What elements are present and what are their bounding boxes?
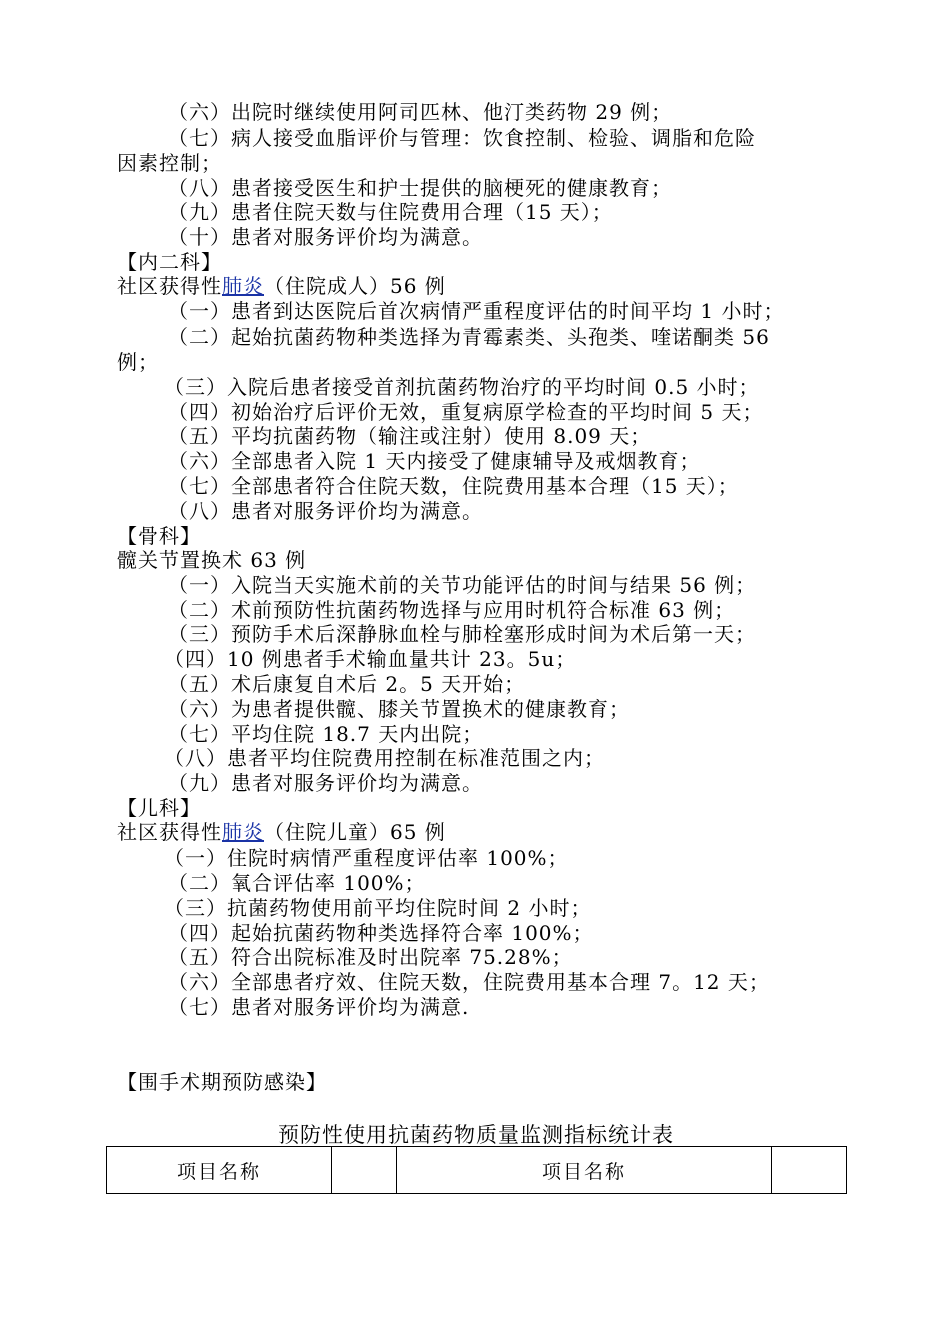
section-heading: 【儿科】 — [117, 796, 201, 820]
text-line: （六）全部患者入院 1 天内接受了健康辅导及戒烟教育； — [168, 449, 701, 473]
text-line: （五）术后康复自术后 2。5 天开始； — [168, 672, 526, 696]
prefix-text: 社区获得性 — [117, 820, 222, 844]
prefix-text: 社区获得性 — [117, 274, 222, 298]
table-row — [107, 1147, 847, 1194]
text-line: （十）患者对服务评价均为满意。 — [168, 225, 483, 249]
text-line: （七）全部患者符合住院天数，住院费用基本合理（15 天）； — [168, 474, 739, 498]
stats-table — [106, 1146, 847, 1194]
subtitle-line — [117, 274, 847, 298]
text-line: 因素控制； — [117, 151, 222, 175]
table-header-cell-empty — [332, 1147, 397, 1194]
text-line: （九）患者对服务评价均为满意。 — [168, 771, 483, 795]
text-line: （六）出院时继续使用阿司匹林、他汀类药物 29 例； — [168, 100, 673, 124]
subtitle-text: （住院成人）56 例 — [264, 274, 446, 298]
section-heading: 【骨科】 — [117, 524, 201, 548]
text-line: （三）抗菌药物使用前平均住院时间 2 小时； — [164, 896, 592, 920]
text-line: （五）平均抗菌药物（输注或注射）使用 8.09 天； — [168, 424, 652, 448]
table-header-cell-empty — [772, 1147, 847, 1194]
text-line: （三）入院后患者接受首剂抗菌药物治疗的平均时间 0.5 小时； — [164, 375, 760, 399]
text-line: （七）病人接受血脂评价与管理：饮食控制、检验、调脂和危险 — [168, 126, 756, 150]
text-line: （二）术前预防性抗菌药物选择与应用时机符合标准 63 例； — [168, 598, 736, 622]
text-line: （二）起始抗菌药物种类选择为青霉素类、头孢类、喹诺酮类 56 — [168, 325, 770, 349]
text-line: （二）氧合评估率 100%； — [168, 871, 426, 895]
text-line: （八）患者平均住院费用控制在标准范围之内； — [164, 746, 605, 770]
text-line: （八）患者接受医生和护士提供的脑梗死的健康教育； — [168, 176, 672, 200]
text-line: 例； — [117, 350, 159, 374]
table-caption: 预防性使用抗菌药物质量监测指标统计表 — [278, 1123, 674, 1147]
text-line: （四）10 例患者手术输血量共计 23。5u； — [164, 647, 577, 671]
table-header-cell: 项目名称 — [397, 1147, 772, 1194]
text-line: （一）住院时病情严重程度评估率 100%； — [164, 846, 569, 870]
text-line: （六）全部患者疗效、住院天数，住院费用基本合理 7。12 天； — [168, 970, 770, 994]
text-line: （九）患者住院天数与住院费用合理（15 天）； — [168, 200, 613, 224]
subtitle-line: 髋关节置换术 63 例 — [117, 548, 307, 572]
text-line: （八）患者对服务评价均为满意。 — [168, 499, 483, 523]
text-line: （五）符合出院标准及时出院率 75.28%； — [168, 945, 573, 969]
section-heading: 【围手术期预防感染】 — [117, 1070, 327, 1094]
text-line: （四）起始抗菌药物种类选择符合率 100%； — [168, 921, 594, 945]
text-line: （七）平均住院 18.7 天内出院； — [168, 722, 484, 746]
table-header-cell: 项目名称 — [107, 1147, 332, 1194]
subtitle-text: （住院儿童）65 例 — [264, 820, 446, 844]
pneumonia-link[interactable]: 肺炎 — [222, 274, 264, 298]
text-line: （一）入院当天实施术前的关节功能评估的时间与结果 56 例； — [168, 573, 757, 597]
text-line: （一）患者到达医院后首次病情严重程度评估的时间平均 1 小时； — [168, 299, 785, 323]
text-line: （七）患者对服务评价均为满意. — [168, 995, 470, 1019]
text-line: （三）预防手术后深静脉血栓与肺栓塞形成时间为术后第一天； — [168, 622, 756, 646]
section-heading: 【内二科】 — [117, 250, 222, 274]
subtitle-line — [117, 820, 847, 844]
pneumonia-link[interactable]: 肺炎 — [222, 820, 264, 844]
text-line: （六）为患者提供髋、膝关节置换术的健康教育； — [168, 697, 630, 721]
text-line: （四）初始治疗后评价无效，重复病原学检查的平均时间 5 天； — [168, 400, 764, 424]
